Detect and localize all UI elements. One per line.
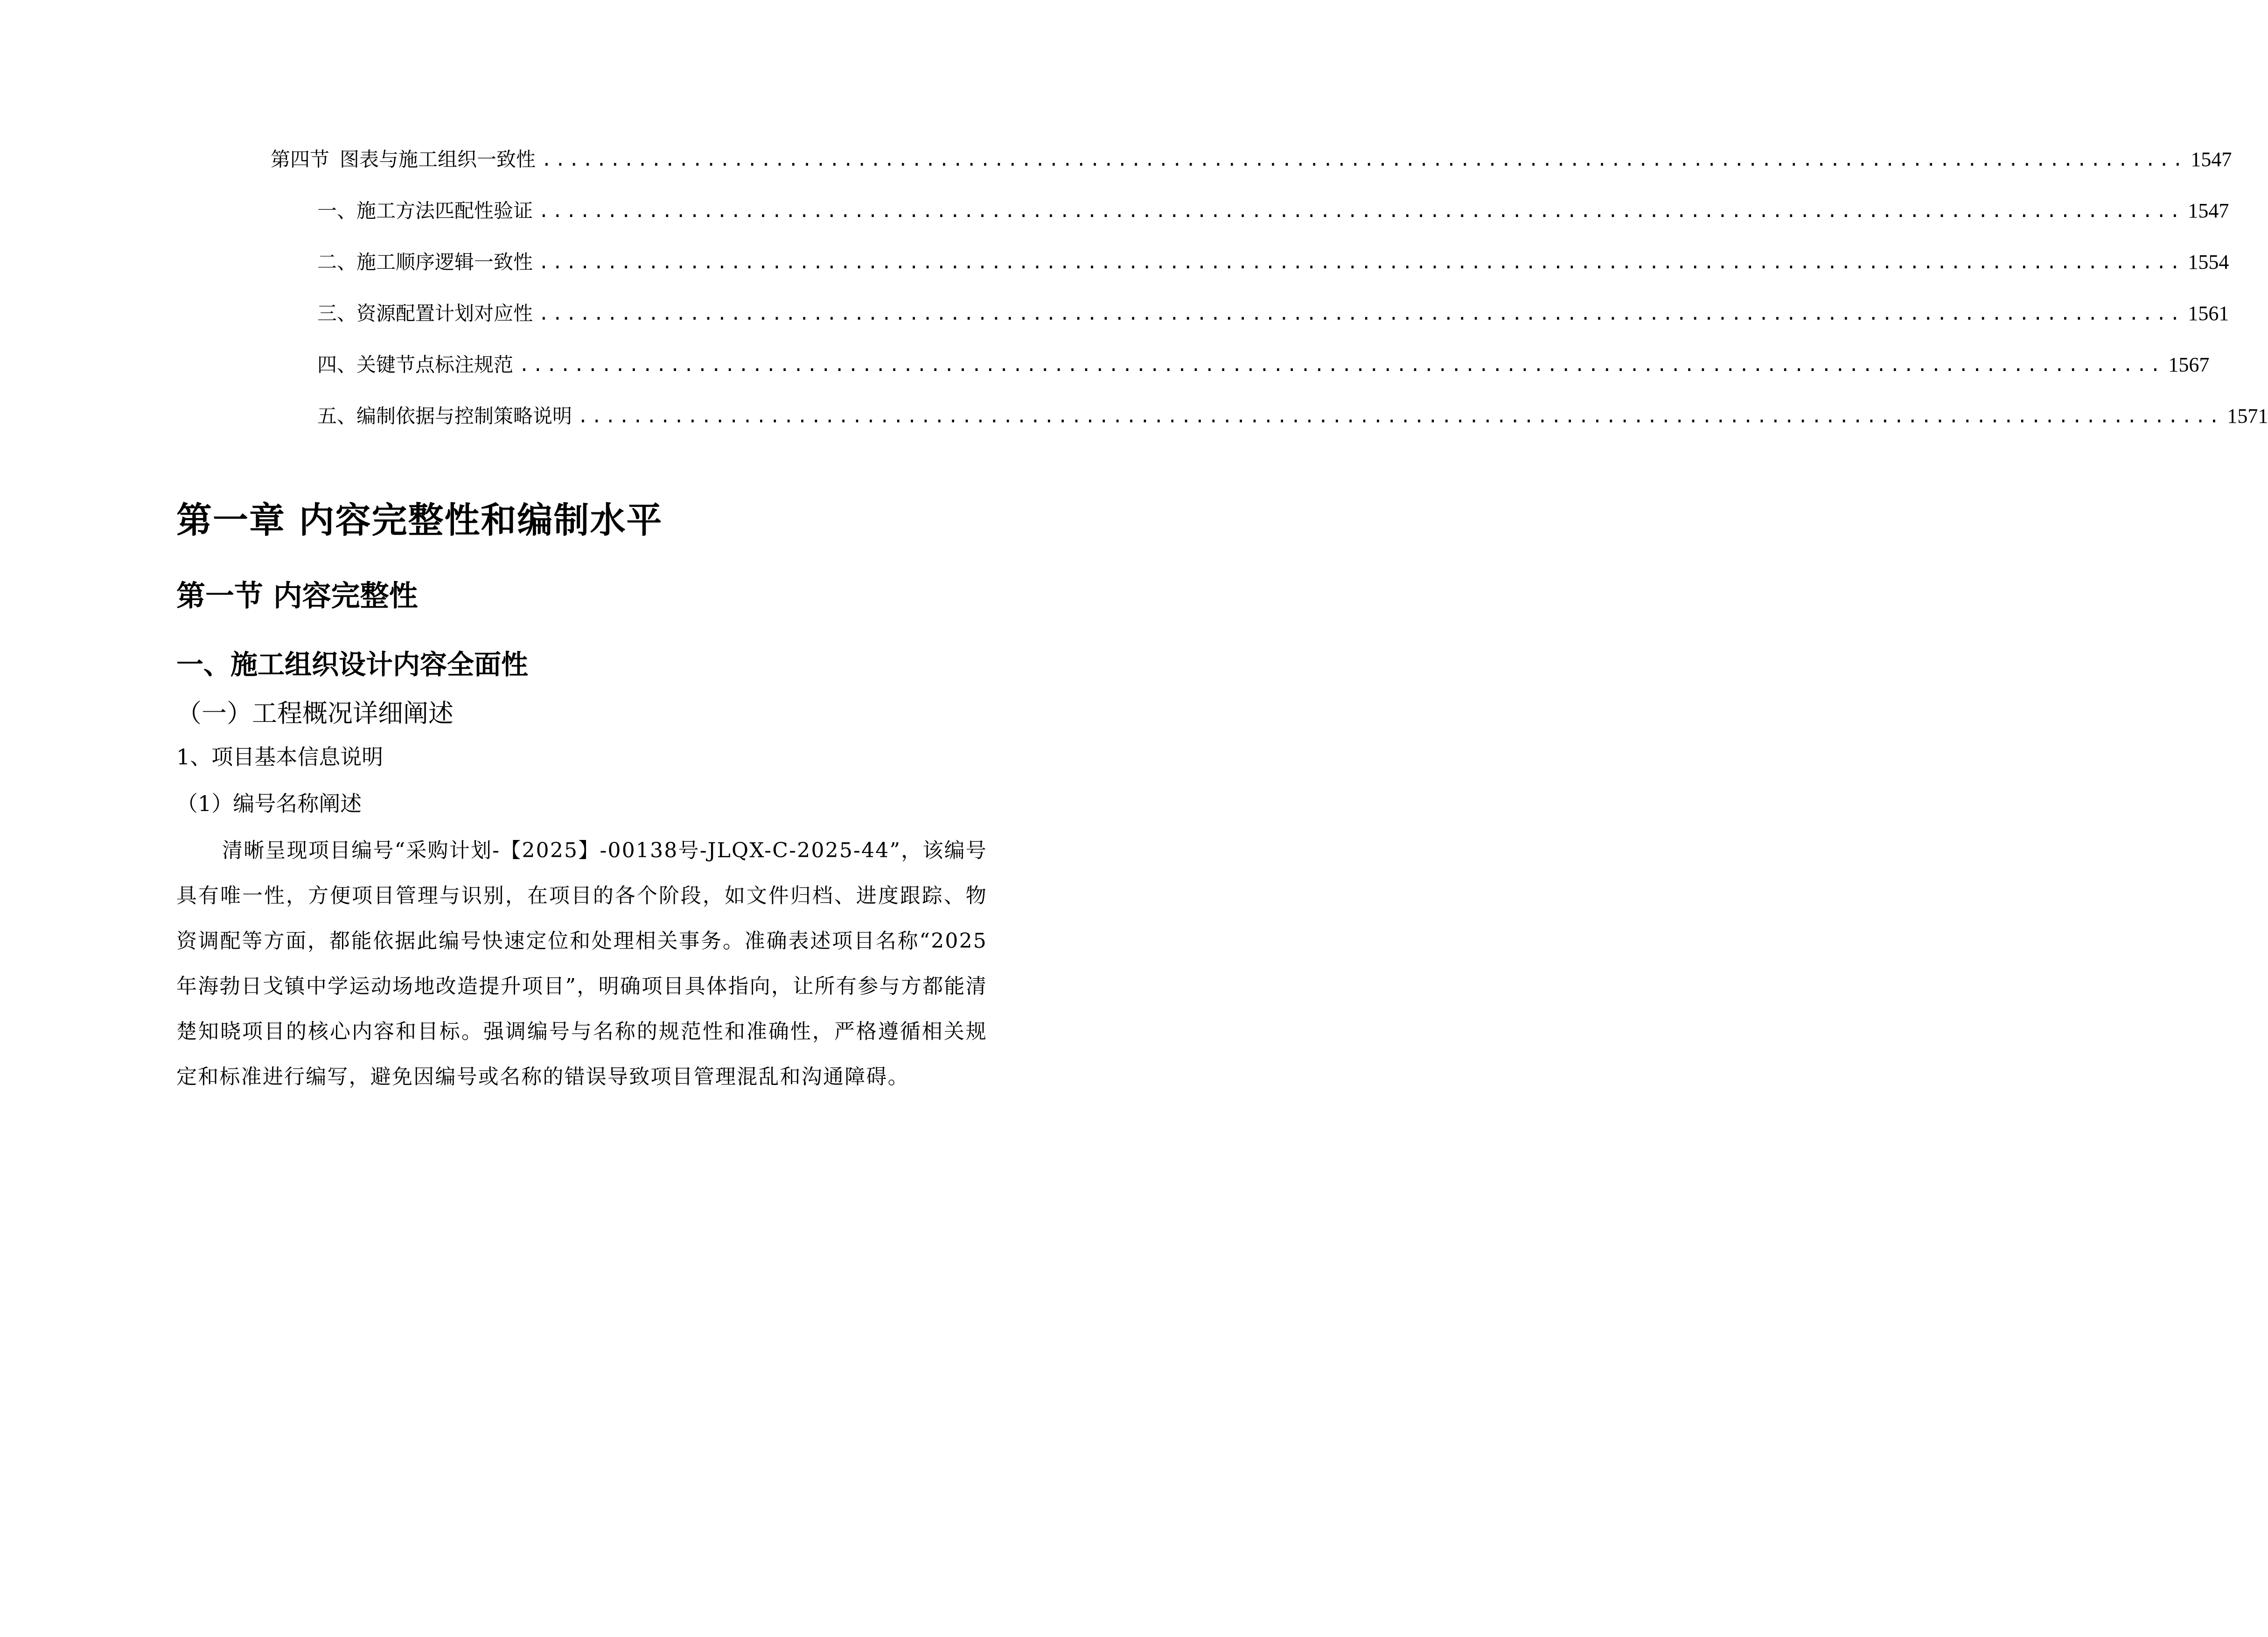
toc-entry-number: 三、 <box>317 302 357 325</box>
toc-leader-dots: ........................................................................................................................ <box>578 406 2223 427</box>
subitem-title: 1、项目基本信息说明 <box>176 744 384 770</box>
toc-entry-title: 编制依据与控制策略说明 <box>356 405 572 427</box>
toc-entry-title: 图表与施工组织一致性 <box>340 148 536 171</box>
toc-entry-number: 四、 <box>317 353 357 376</box>
toc-entry-item-3[interactable] <box>317 289 2229 327</box>
toc-entry-item-2[interactable] <box>317 238 2229 275</box>
toc-entry-title: 施工顺序逻辑一致性 <box>356 251 533 273</box>
toc-entry-number: 一、 <box>317 199 357 222</box>
toc-entry-page-number: 1547 <box>2188 199 2229 222</box>
toc-entry-number: 五、 <box>317 405 357 427</box>
toc-leader-dots: ........................................................................................................................ <box>538 252 2184 273</box>
toc-entry-page-number: 1567 <box>2168 353 2210 376</box>
toc-entry-title: 关键节点标注规范 <box>356 353 514 376</box>
toc-entry-number: 第四节 <box>271 148 330 171</box>
toc-leader-dots: ........................................................................................................................ <box>541 149 2186 170</box>
body-paragraph: 清晰呈现项目编号“采购计划-【2025】-00138号-JLQX-C-2025-44”，该编号具有唯一性，方便项目管理与识别，在项目的各个阶段，如文件归档、进度跟踪、物资调配等方面，都能依据此编号快速定位和处理相关事务。准确表述项目名称“2025年海勃日戈镇中学运动场地改造提升项目”，明确项目具体指向，让所有参与方都能清楚知晓项目的核心内容和目标。强调编号与名称的规范性和准确性，严格遵循相关规定和标准进行编写，避免因编号或名称的错误导致项目管理混乱和沟通障碍。 <box>176 839 987 1089</box>
toc-entry-number: 二、 <box>317 251 357 273</box>
toc-entry-title: 施工方法匹配性验证 <box>356 199 533 222</box>
toc-entry-page-number: 1547 <box>2191 148 2232 171</box>
toc-entry-page-number: 1554 <box>2188 251 2229 273</box>
item-title: （一）工程概况详细阐述 <box>176 699 454 728</box>
chapter-title: 第一章 内容完整性和编制水平 <box>176 499 663 541</box>
toc-entry-page-number: 1571 <box>2227 405 2268 427</box>
section-title: 第一节 内容完整性 <box>176 579 418 613</box>
point-title: （1）编号名称阐述 <box>176 791 362 816</box>
toc-entry-item-5[interactable] <box>317 392 2268 429</box>
toc-leader-dots: ........................................................................................................................ <box>538 201 2184 221</box>
toc-leader-dots: ........................................................................................................................ <box>538 303 2184 324</box>
toc-entry-section-4[interactable] <box>271 135 2232 173</box>
subsection-title: 一、施工组织设计内容全面性 <box>176 649 529 680</box>
toc-leader-dots: ........................................................................................................................ <box>519 355 2164 375</box>
toc-entry-item-4[interactable] <box>317 341 2210 378</box>
toc-entry-title: 资源配置计划对应性 <box>356 302 533 325</box>
toc-entry-item-1[interactable] <box>317 187 2229 224</box>
toc-entry-page-number: 1561 <box>2188 302 2229 325</box>
